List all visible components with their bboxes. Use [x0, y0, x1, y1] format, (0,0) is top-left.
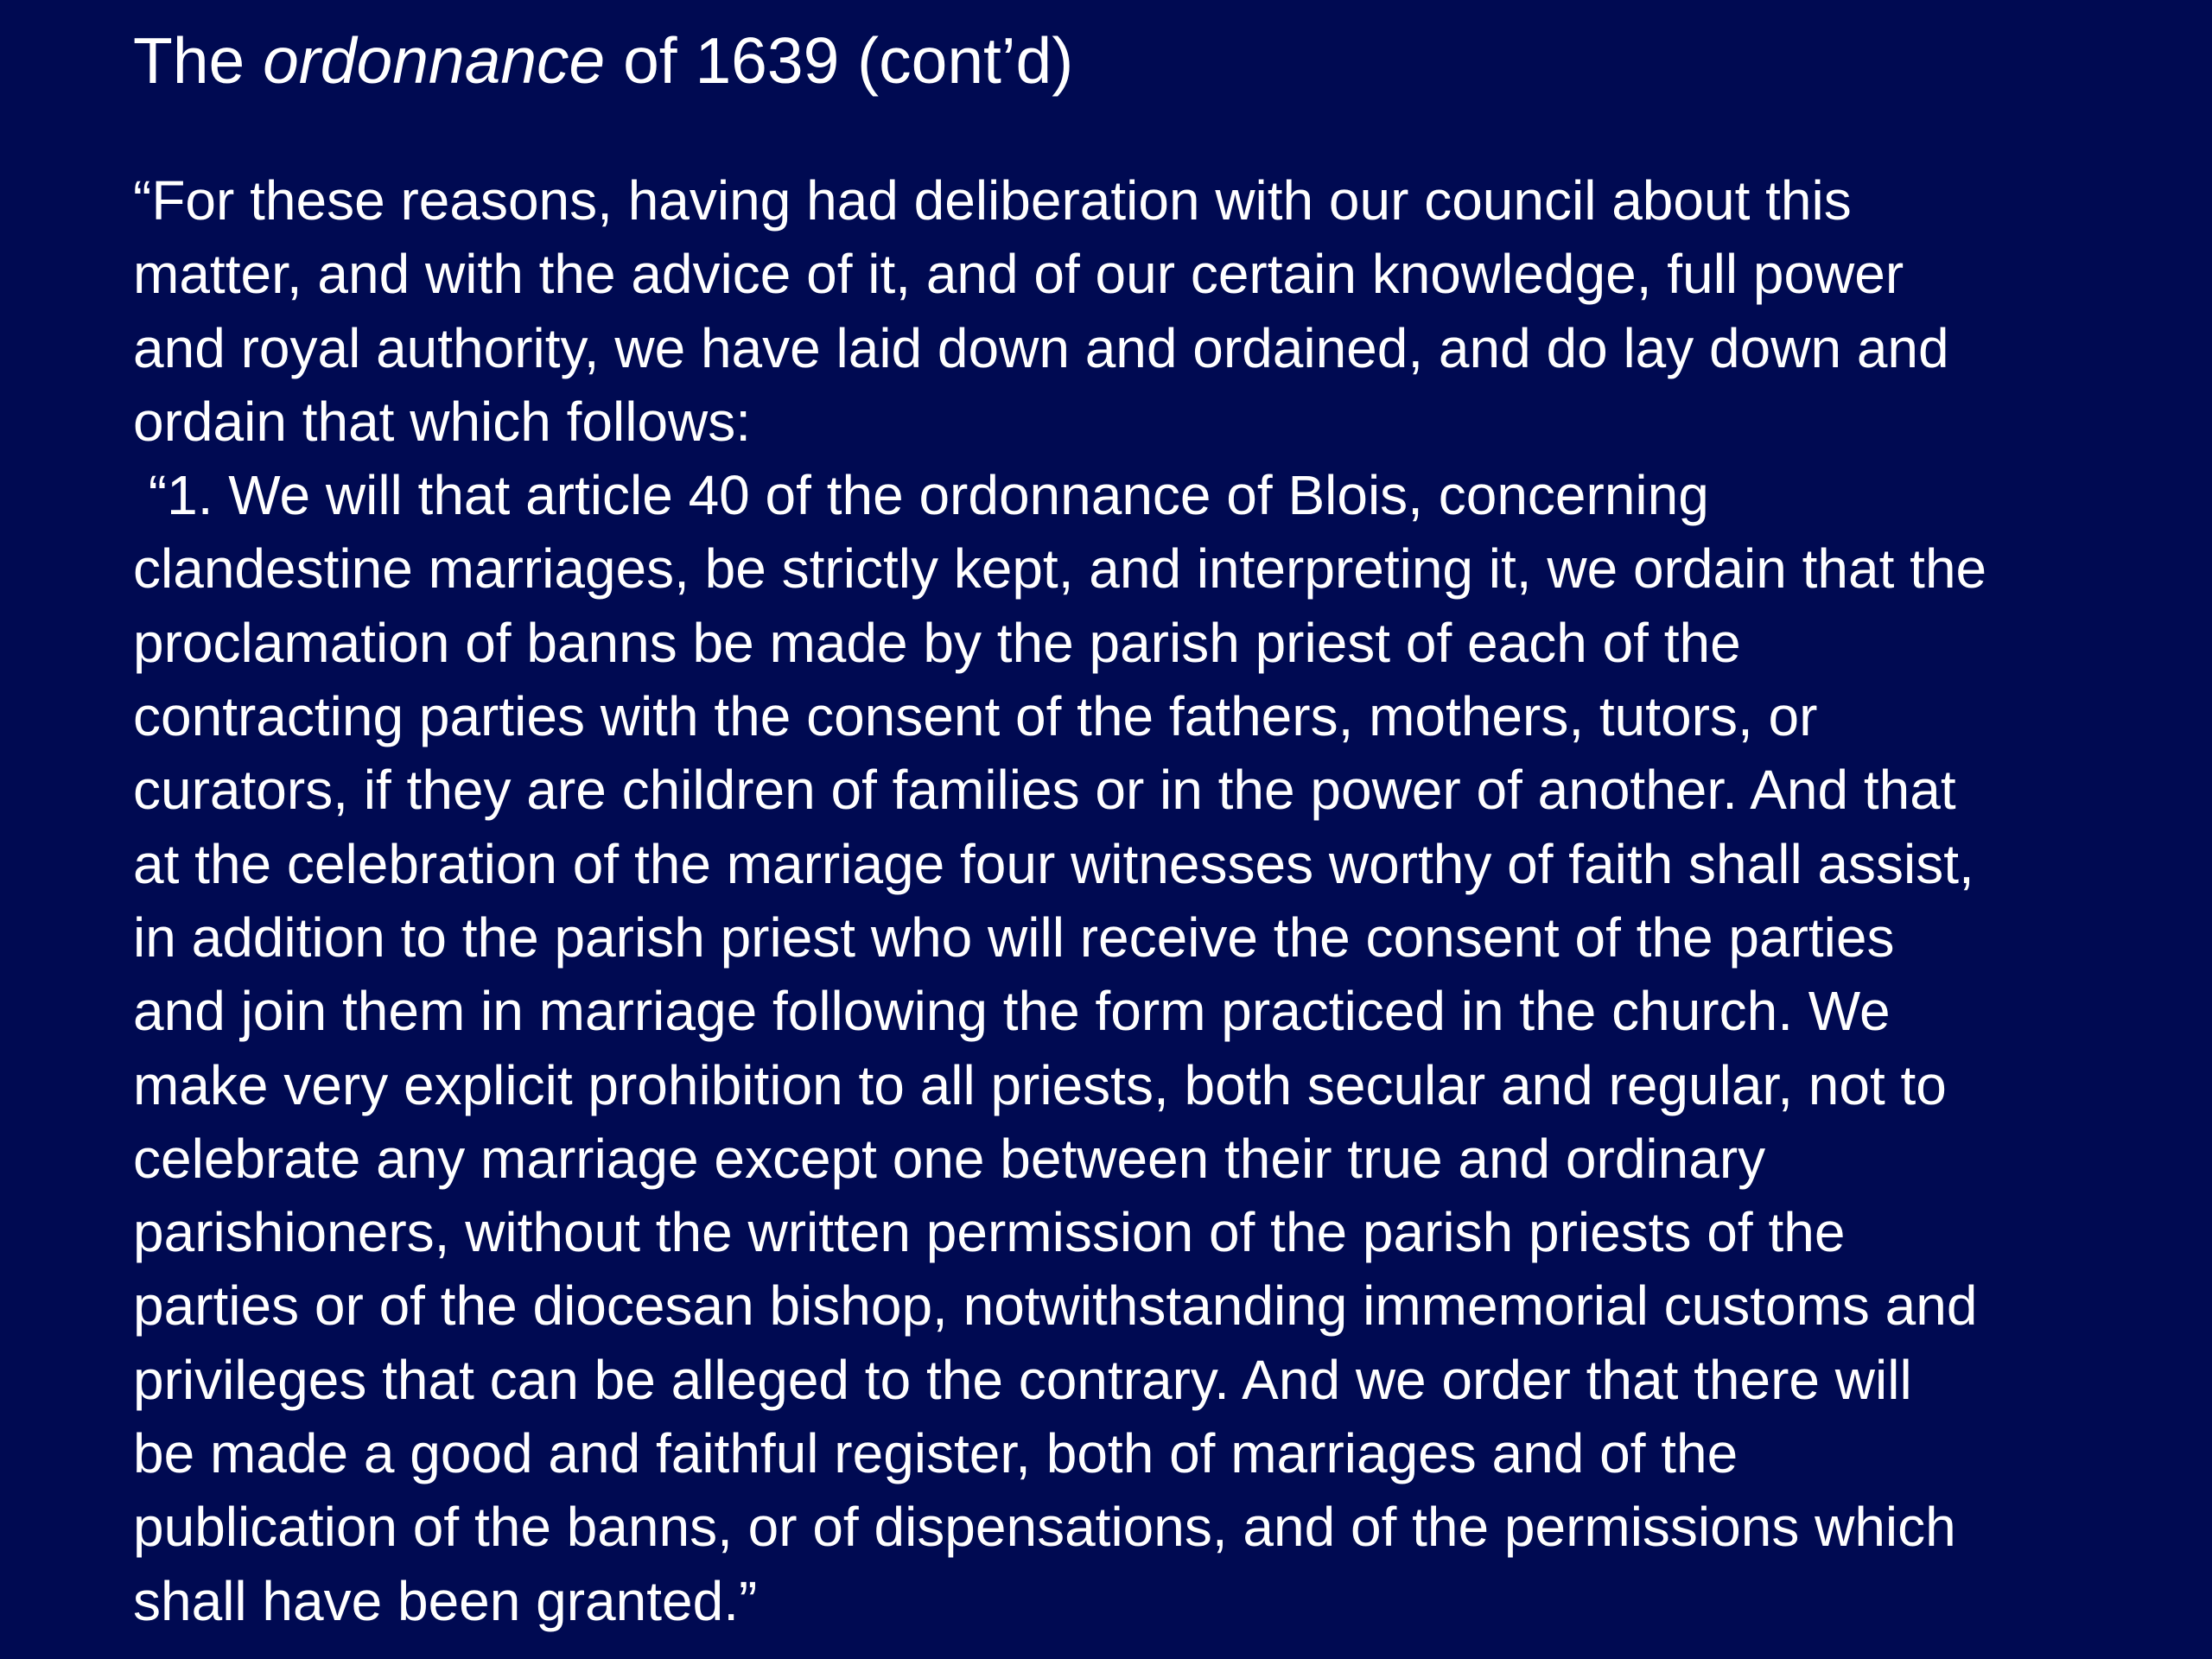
title-emphasis: ordonnance: [263, 24, 606, 97]
body-line: parties or of the diocesan bishop, notwithstanding immemorial customs and: [133, 1274, 1978, 1338]
body-line: make very explicit prohibition to all priests, both secular and regular, not to: [133, 1053, 1947, 1116]
body-line: publication of the banns, or of dispensations, and of the permissions which: [133, 1496, 1956, 1559]
body-line: proclamation of banns be made by the parish priest of each of the: [133, 611, 1741, 674]
body-line: curators, if they are children of families or in the power of another. And that: [133, 759, 1956, 822]
body-line: and join them in marriage following the form practiced in the church. We: [133, 980, 1891, 1043]
body-line: “For these reasons, having had deliberation with our council about this: [133, 169, 1852, 232]
slide-body: [133, 164, 2207, 1638]
body-line: clandestine marriages, be strictly kept, and interpreting it, we ordain that the: [133, 537, 1987, 601]
body-line: be made a good and faithful register, both of marriages and of the: [133, 1422, 1738, 1485]
body-line: at the celebration of the marriage four witnesses worthy of faith shall assist,: [133, 832, 1974, 895]
body-line: “1. We will that article 40 of the ordonnance of Blois, concerning: [133, 464, 1709, 527]
body-line: celebrate any marriage except one between their true and ordinary: [133, 1127, 1766, 1190]
body-line: parishioners, without the written permission of the parish priests of the: [133, 1201, 1846, 1264]
title-suffix: of 1639 (cont’d): [605, 24, 1074, 97]
slide-title: [133, 17, 1073, 104]
body-line: privileges that can be alleged to the contrary. And we order that there will: [133, 1348, 1912, 1411]
body-line: matter, and with the advice of it, and of our certain knowledge, full power: [133, 243, 1904, 306]
body-line: ordain that which follows:: [133, 390, 752, 453]
body-line: and royal authority, we have laid down and ordained, and do lay down and: [133, 316, 1949, 379]
body-line: shall have been granted.”: [133, 1569, 758, 1632]
body-line: contracting parties with the consent of the fathers, mothers, tutors, or: [133, 685, 1818, 748]
title-prefix: The: [133, 24, 264, 97]
body-line: in addition to the parish priest who will receive the consent of the parties: [133, 906, 1895, 969]
